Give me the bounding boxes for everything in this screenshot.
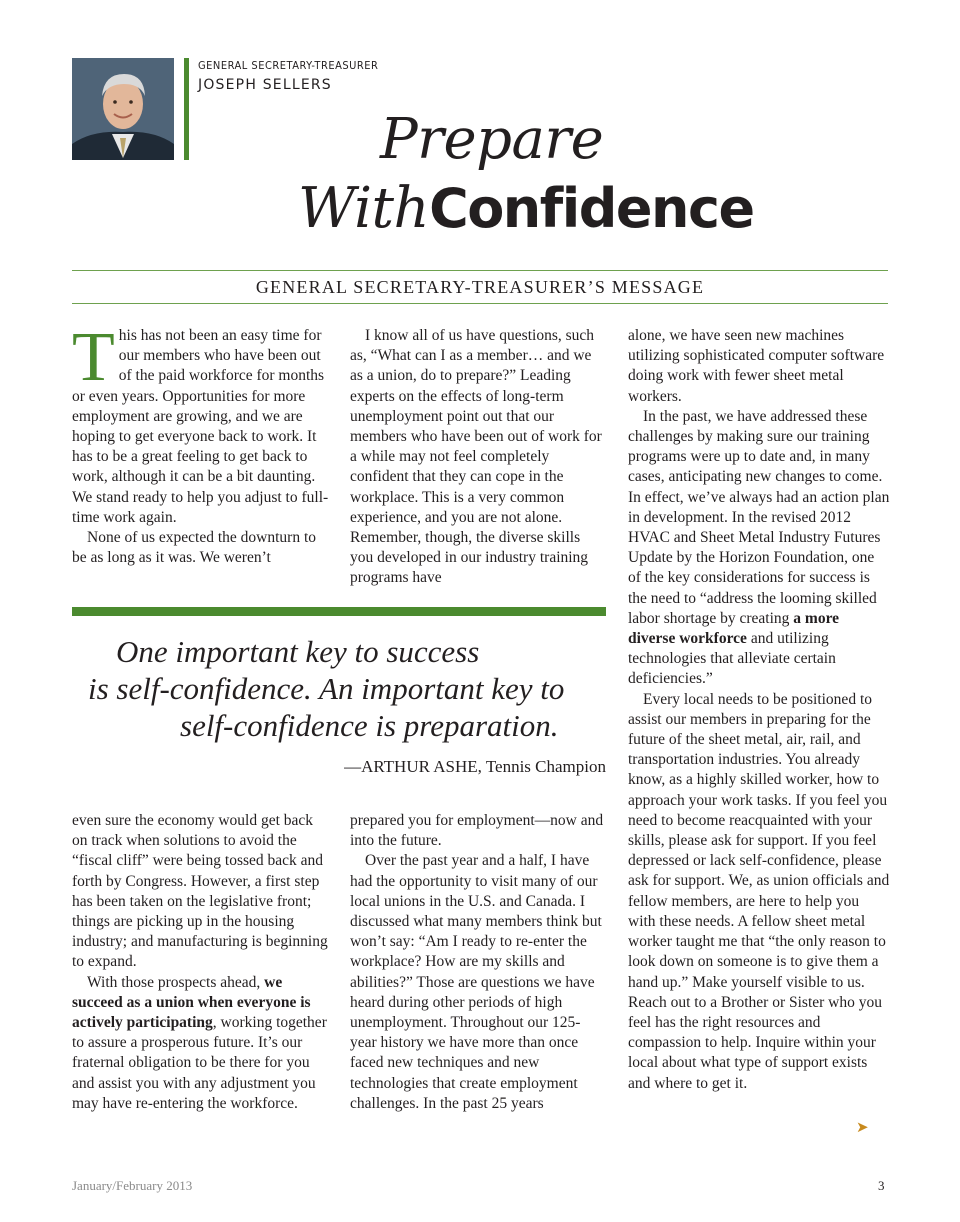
byline-name: JOSEPH SELLERS	[198, 77, 332, 93]
article-column-3	[628, 326, 890, 1094]
article-paragraph: alone, we have seen new machines utilizing sophisticated computer software doing work with fewer sheet metal workers.	[628, 327, 885, 405]
headline-with-confidence	[298, 176, 754, 241]
article-paragraph: Every local needs to be positioned to assist our members in preparing for the future of the sheet metal, air, rail, and transportation industries. You already know, as a highly skilled worker, how to approach your work tasks. If you feel you need to become reacquainted with your skills, please ask for support. If you feel depressed or lack self-confidence, please ask for support. We, as union officials and fellow members, are here to help you with these needs. A fellow sheet metal worker taught me that “the only reason to look down on someone is to give them a hand up.” Make yourself visible to us. Reach out to a Brother or Sister who you feel has the right resources and compassion to help. Inquire within your local about what type of support exists and where to get it.	[628, 690, 890, 1092]
article-paragraph	[72, 973, 330, 1114]
article-paragraph: I know all of us have questions, such as, “What can I as a member… and we as a union, do to prepare?” Leading experts on the effects of long-term unemployment point out that our members who have been out of work for a while may not feel completely confident that they can cope in the workplace. This is a very common experience, and you are not alone. Remember, though, the diverse skills you developed in our industry training programs have	[350, 327, 602, 587]
article-paragraph: Over the past year and a half, I have had the opportunity to visit many of our local unions in the U.S. and Canada. I discussed what many members think but won’t say: “Am I ready to re-enter the workplace? How are my skills and abilities?” Those are questions we have heard during other periods of high unemployment. Throughout our 125-year history we have more than once faced new techniques and new technologies that create employment challenges. In the past 25 years	[350, 852, 602, 1112]
article-column-4	[72, 811, 330, 1114]
paragraph-text: his has not been an easy time for our members who have been out of the paid workforce for months or even years. Opportunities for more employment are growing, and we are hoping to get everyone back to work. It has to be a great feeling to get back to work, although it can be a bit daunting. We stand ready to help you adjust to full-time work again.	[72, 327, 329, 526]
section-rule-top	[72, 270, 888, 271]
section-label: GENERAL SECRETARY-TREASURER’S MESSAGE	[255, 277, 705, 297]
arrow-right-icon: ➤	[856, 1120, 869, 1136]
issue-date: January/February 2013	[72, 1178, 193, 1193]
headline-prepare: Prepare	[380, 107, 604, 172]
article-paragraph	[72, 319, 330, 528]
headline-with: With	[298, 176, 430, 241]
article-column-5	[350, 811, 606, 1114]
bold-emphasis: a more diverse workforce	[628, 609, 840, 648]
paragraph-text: , working together to assure a prosperous future. It’s our fraternal obligation to be there for you and assist you with any adjustment you may have re-entering the workforce.	[72, 1014, 327, 1112]
pull-quote-attribution: —ARTHUR ASHE, Tennis Champion	[344, 757, 606, 776]
byline-title: GENERAL SECRETARY-TREASURER	[198, 59, 379, 72]
page-number: 3	[878, 1178, 885, 1193]
author-photo	[72, 58, 174, 160]
bold-emphasis: we succeed as a union when everyone is actively participating	[72, 973, 311, 1032]
pull-quote-line-3: self-confidence is preparation.	[180, 708, 559, 743]
drop-cap: T	[72, 319, 115, 396]
section-rule-bottom	[72, 303, 888, 304]
article-paragraph: prepared you for employment—now and into the future.	[350, 812, 604, 850]
article-column-2	[350, 326, 606, 589]
pull-quote-line-2: is self-confidence. An important key to	[88, 671, 565, 706]
pull-quote-line-1: One important key to success	[116, 634, 480, 669]
paragraph-text: In the past, we have addressed these challenges by making sure our training programs were up to date and, in many cases, anticipating new changes to come. In effect, we’ve always had an action plan in development. In the revised 2012 HVAC and Sheet Metal Industry Futures Update by the Horizon Foundation, one of the key considerations for success is the need to “address the looming skilled labor shortage by creating	[628, 407, 890, 627]
paragraph-text: and utilizing technologies that alleviate certain deficiencies.”	[628, 630, 836, 688]
article-paragraph	[628, 407, 890, 690]
author-portrait-image	[72, 58, 174, 160]
headline-confidence: Confidence	[429, 177, 754, 240]
pull-quote-bar	[72, 607, 606, 616]
paragraph-text: With those prospects ahead,	[87, 973, 265, 991]
article-paragraph: None of us expected the downturn to be as long as it was. We weren’t	[72, 529, 316, 567]
byline-accent-bar	[184, 58, 189, 160]
article-paragraph: even sure the economy would get back on track when solutions to avoid the “fiscal cliff” were being tossed back and forth by Congress. However, a first step has been taken on the legislative front; things are picking up in the housing industry; and manufacturing is beginning to expand.	[72, 812, 328, 971]
article-column-1	[72, 319, 330, 568]
